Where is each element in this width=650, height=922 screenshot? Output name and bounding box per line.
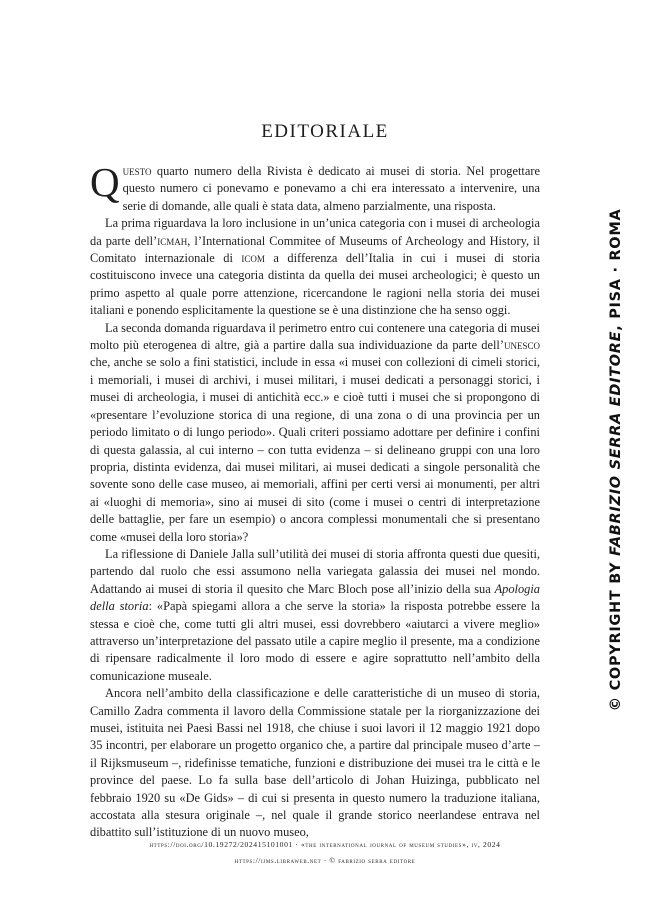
paragraph bbox=[90, 685, 540, 842]
acronym: icom bbox=[241, 251, 265, 266]
paragraph bbox=[90, 215, 540, 319]
text-segment: Ancora nell’ambito della classificazione e delle caratteristiche di un museo di storia, Camillo Zadra commenta il lavoro della Commissione statale per la riorganizzazione dei musei, istituita nei Paesi Bassi nel 1918, che chiuse i suoi lavori il 12 maggio 1921 dopo 35 incontri, per elaborare un progetto organico che, a partire dal principale museo d’arte – il Rijksmuseum –, ridefinisse tematiche, funzioni e distribuzione dei musei tra le città e le province del paese. Lo fa sulla base dell’articolo di Johan Huizinga, pubblicato nel febbraio 1920 su «De Gids» – di cui si presenta in questo numero la traduzione italiana, accostata alla stesura originale –, nel quale il grande storico neerlandese entrava nel dibattito sull’istituzione di un nuovo museo, bbox=[90, 686, 540, 840]
paragraph-text: quarto numero della Rivista è dedicato ai musei di storia. Nel progettare questo numero ci ponevamo e ponevamo a chi era interessato a intervenire, una serie di domande, alle quali è stata data, almeno parzialmente, una risposta. bbox=[122, 164, 540, 213]
footer-website: https://ijms.libraweb.net · © fabrizio serra editore bbox=[234, 856, 416, 865]
footer-citation: https://doi.org/10.19272/202415101001 · «the international journal of museum studies», iv, 2024 bbox=[149, 840, 501, 849]
book-title: Apologia della storia bbox=[90, 581, 540, 614]
text-segment: La seconda domanda riguardava il perimetro entro cui contenere una categoria di musei molto più eterogenea di altre, già a partire dalla sua individuazione da parte dell’ bbox=[90, 320, 540, 353]
text-segment: che, anche se solo a fini statistici, include in essa «i musei con collezioni di cimeli storici, i memoriali, i musei di archivi, i musei militari, i musei dedicati a personaggi storici, i musei di archeologia, i musei di antichità ecc.» e cioè tutti i musei che si propongono di «presentare l’evoluzione storica di una regione, di una zona o di una provincia per un periodo limitato o di lungo periodo». Quali criteri possiamo adottare per definire i confini di questa galassia, al cui interno – con tutta evidenza – si delineano gruppi con una loro propria, distinta evidenza, dai musei militari, ai musei dedicati a singole personalità che sovente sono delle case museo, ai memoriali, affini per certi versi ai monumenti, per altri ai «luoghi di memoria», sino ai musei di sito (come i musei o centri di interpretazione delle battaglie, per fare un esempio) o ancora complessi monumentali che si presentano come «musei della loro storia»? bbox=[90, 355, 540, 544]
text-segment: La prima riguardava la loro inclusione in un’unica categoria con i musei di archeologia da parte dell’ bbox=[90, 216, 540, 248]
copyright-suffix: , PISA · ROMA bbox=[608, 208, 624, 331]
article-title: EDITORIALE bbox=[261, 121, 389, 142]
copyright-prefix: © COPYRIGHT BY bbox=[608, 555, 624, 712]
article-body bbox=[90, 159, 540, 842]
lead-smallcaps: uesto bbox=[122, 164, 152, 178]
copyright-text bbox=[608, 209, 624, 712]
acronym: icmah bbox=[157, 233, 188, 248]
acronym: unesco bbox=[503, 338, 540, 353]
copyright-publisher: FABRIZIO SERRA EDITORE bbox=[608, 330, 624, 556]
paragraph bbox=[90, 159, 540, 215]
drop-cap: Q bbox=[90, 159, 120, 205]
text-segment: , l’International Commitee of Museums of Archeology and History, il Comitato internazionale di bbox=[90, 233, 540, 266]
text-segment: La riflessione di Daniele Jalla sull’utilità dei musei di storia affronta questi due quesiti, partendo dal ruolo che essi assumono nella variegata galassia dei musei nel mondo. Adattando ai musei di storia il quesito che Marc Bloch pose all’inizio della sua bbox=[90, 546, 540, 596]
paragraph bbox=[90, 320, 540, 546]
text-segment: a differenza dell’Italia in cui i musei di storia costituiscono invece una categoria distinta da quella dei musei archeologici; è questo un primo aspetto al quale porre attenzione, ricercandone le ragioni nella storia dei musei italiani e ponendo esplicitamente la questione se è una distinzione che ha senso oggi. bbox=[90, 251, 540, 318]
paragraph bbox=[90, 546, 540, 685]
text-segment: : «Papà spiegami allora a che serve la storia» la risposta potrebbe essere la stessa e cioè che, come tutti gli altri musei, essi dovrebbero «aiutarci a vivere meglio» attraverso un’interpretazione del passato utile a capire meglio il presente, ma a condizione di ripensare radicalmente il loro modo di essere e agire soprattutto nell’ambito della comunicazione museale. bbox=[90, 599, 540, 683]
